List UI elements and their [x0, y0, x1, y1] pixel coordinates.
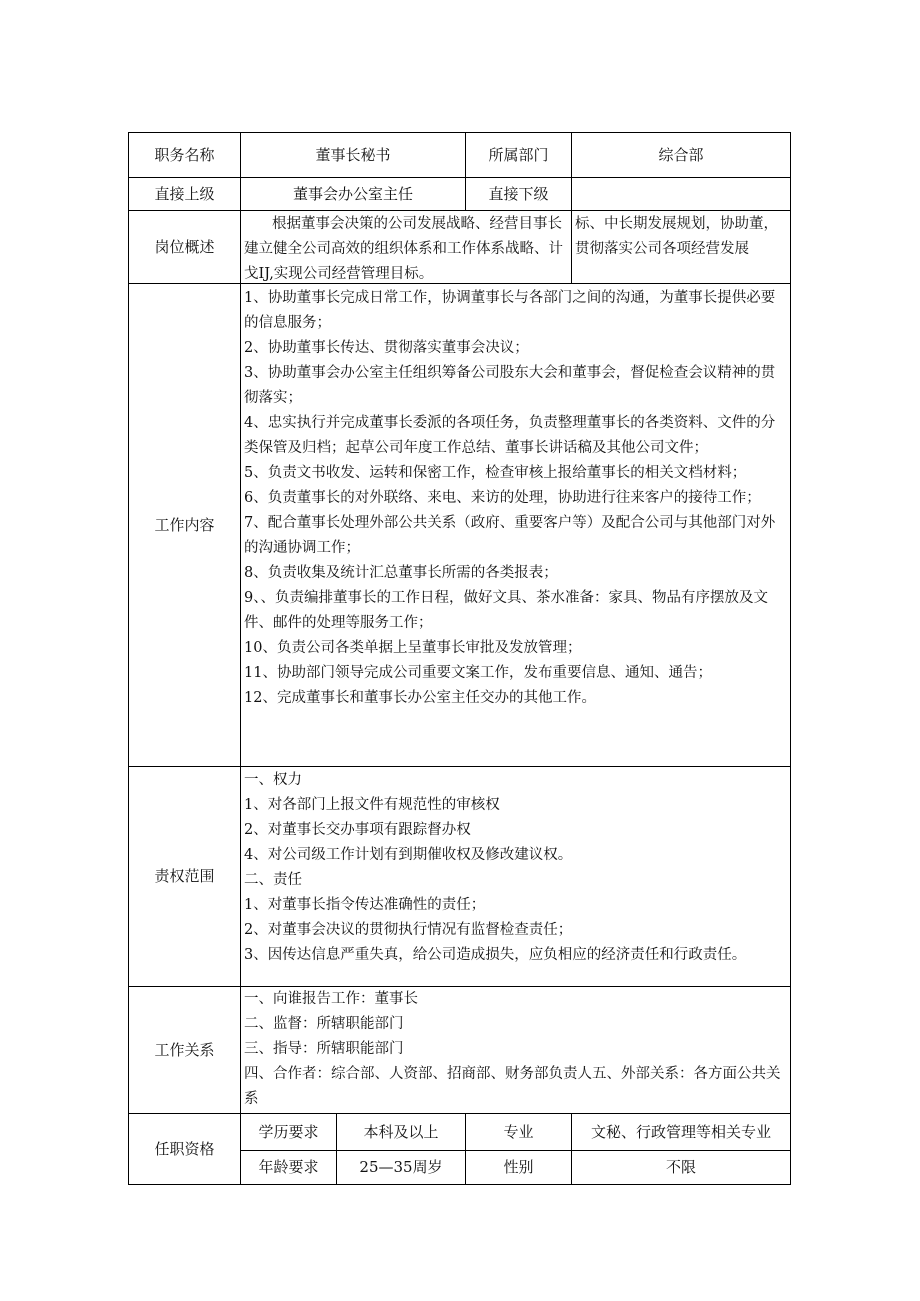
subordinate-label: 直接下级 [488, 184, 549, 203]
list-item: 一、向谁报告工作：董事长 [244, 991, 418, 1007]
list-item: 6、负责董事长的对外联络、来电、来访的处理，协助进行往来客户的接待工作； [244, 490, 761, 506]
gender-label: 性别 [503, 1158, 534, 1176]
list-item: 四、合作者：综合部、人资部、招商部、财务部负责人五、外部关系：各方面公共关系 [244, 1066, 781, 1107]
list-item: 3、协助董事会办公室主任组织筹备公司股东大会和董事会，督促检查会议精神的贯彻落实； [244, 365, 776, 406]
job-title-label: 职务名称 [154, 145, 215, 164]
major-value: 文秘、行政管理等相关专业 [590, 1122, 771, 1141]
list-item: 3、因传达信息严重失真，给公司造成损失，应负相应的经济责任和行政责任。 [244, 947, 747, 963]
list-item: 12、完成董事长和董事长办公室主任交办的其他工作。 [244, 690, 596, 706]
list-item: 2、对董事长交办事项有跟踪督办权 [244, 822, 471, 838]
list-item: 8、负责收集及统计汇总董事长所需的各类报表； [244, 565, 558, 581]
age-label: 年龄要求 [258, 1158, 319, 1176]
list-item: 1、协助董事长完成日常工作，协调董事长与各部门之间的沟通，为董事长提供必要的信息服务； [244, 290, 776, 331]
work-content-label: 工作内容 [154, 515, 215, 534]
overview-label: 岗位概述 [154, 237, 215, 256]
education-label: 学历要求 [258, 1122, 319, 1141]
list-item: 二、监督：所辖职能部门 [244, 1016, 404, 1032]
list-item: 2、协助董事长传达、贯彻落实董事会决议； [244, 340, 529, 356]
qualification-label: 任职资格 [154, 1139, 215, 1158]
subordinate-value [572, 178, 790, 210]
list-item: 11、协助部门领导完成公司重要文案工作，发布重要信息、通知、通告； [244, 665, 712, 681]
list-item: 10、负责公司各类单据上呈董事长审批及发放管理； [244, 640, 582, 656]
authority-heading: 一、权力 [244, 772, 302, 788]
authority-list [241, 768, 790, 968]
overview-left-text: 根据董事会决策的公司发展战略、经营目事长建立健全公司高效的组织体系和工作体系战略、计戈IJ,实现公司经营管理目标。 [244, 216, 563, 282]
list-item: 2、对董事会决议的贯彻执行情况有监督检查责任； [244, 922, 573, 938]
list-item: 9、、负责编排董事长的工作日程，做好文具、茶水准备：家具、物品有序摆放及文件、邮件的处理等服务工作； [244, 590, 768, 631]
relations-label: 工作关系 [154, 1040, 215, 1059]
major-label: 专业 [503, 1122, 534, 1141]
job-title-value: 董事长秘书 [315, 145, 391, 164]
list-item: 4、忠实执行并完成董事长委派的各项任务，负责整理董事长的各类资料、文件的分类保管及归档；起草公司年度工作总结、董事长讲话稿及其他公司文件； [244, 415, 776, 456]
list-item: 1、对各部门上报文件有规范性的审核权 [244, 797, 500, 813]
superior-value: 董事会办公室主任 [292, 184, 413, 203]
responsibility-heading: 二、责任 [244, 872, 302, 888]
work-content-list [241, 286, 790, 711]
list-item: 三、指导：所辖职能部门 [244, 1041, 404, 1057]
gender-value: 不限 [665, 1158, 696, 1176]
superior-label: 直接上级 [154, 184, 215, 203]
list-item: 7、配合董事长处理外部公共关系（政府、重要客户等）及配合公司与其他部门对外的沟通协调工作； [244, 515, 776, 556]
education-value: 本科及以上 [363, 1122, 439, 1141]
age-value: 25—35周岁 [359, 1158, 443, 1176]
dept-label: 所属部门 [488, 145, 549, 164]
list-item: 1、对董事长指令传达准确性的责任； [244, 897, 486, 913]
relations-list [241, 987, 790, 1112]
overview-right-text: 标、中长期发展规划，协助董，贯彻落实公司各项经营发展 [575, 216, 778, 257]
authority-label: 责权范围 [154, 867, 215, 885]
dept-value: 综合部 [658, 145, 704, 164]
list-item: 4、对公司级工作计划有到期催收权及修改建议权。 [244, 847, 573, 863]
list-item: 5、负责文书收发、运转和保密工作，检查审核上报给董事长的相关文档材料； [244, 465, 747, 481]
